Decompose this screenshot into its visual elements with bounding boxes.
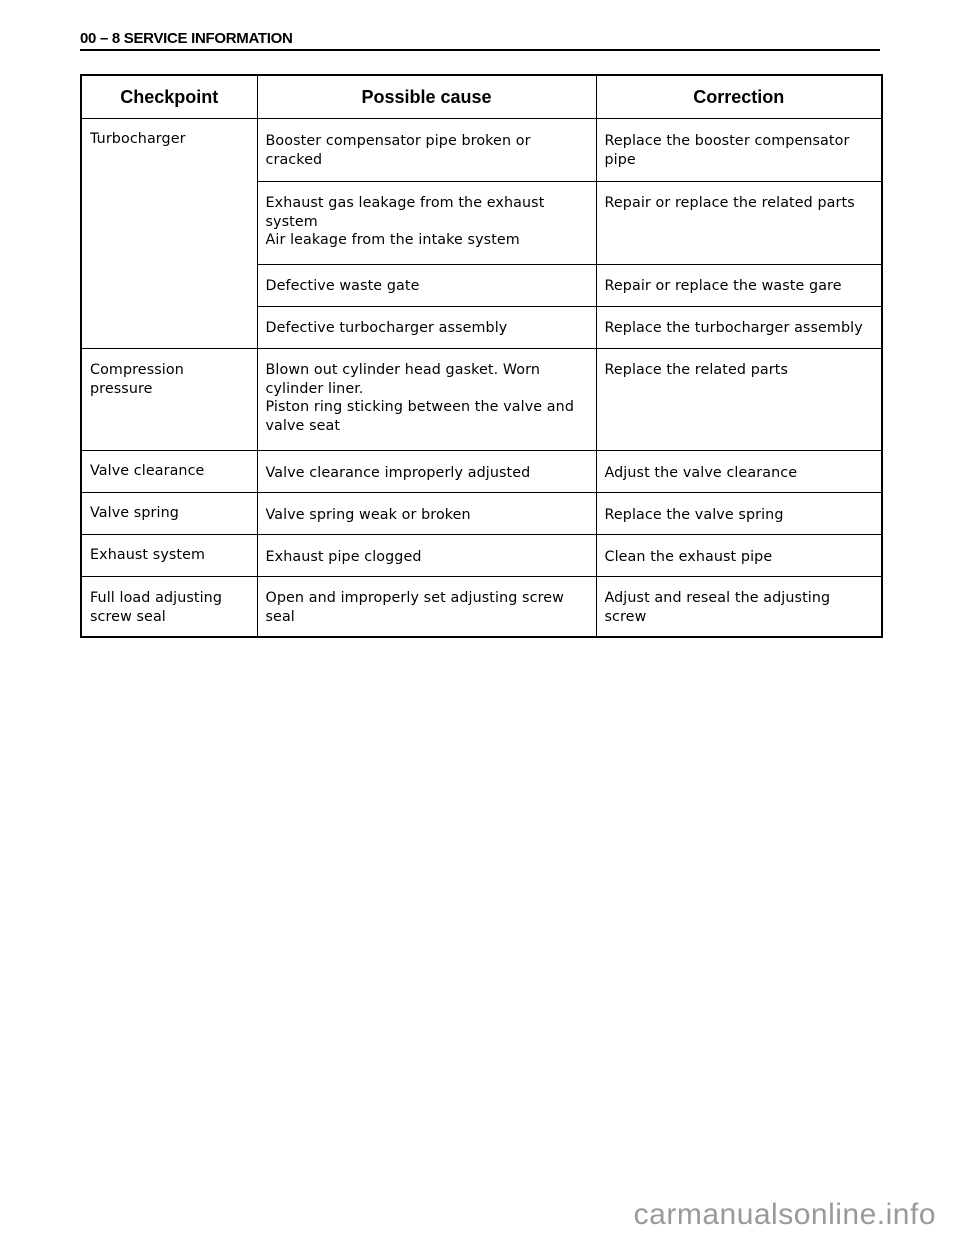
watermark xyxy=(634,1198,936,1232)
cause-cell xyxy=(257,577,596,637)
checkpoint-text: Exhaust system xyxy=(90,547,206,563)
checkpoint-cell xyxy=(81,577,257,637)
correction-text: Replace the related parts xyxy=(604,362,788,378)
correction-text: Repair or replace the waste gare xyxy=(604,278,842,294)
correction-cell xyxy=(596,451,882,493)
cause-text: Open and improperly set adjusting screw seal xyxy=(265,590,564,625)
cause-cell xyxy=(257,182,596,265)
column-header-possible-cause: Possible cause xyxy=(257,75,596,119)
cause-cell xyxy=(257,349,596,451)
correction-text: Adjust the valve clearance xyxy=(604,465,798,481)
cause-text: Defective turbocharger assembly xyxy=(265,320,508,336)
cause-text: Booster compensator pipe broken or cracked xyxy=(265,133,531,168)
checkpoint-cell xyxy=(81,535,257,577)
checkpoint-text: Valve spring xyxy=(90,505,179,521)
correction-text: Adjust and reseal the adjusting screw xyxy=(604,590,831,625)
table-row xyxy=(81,451,882,493)
checkpoint-text: Valve clearance xyxy=(90,463,205,479)
table-row xyxy=(81,119,882,182)
page-header xyxy=(80,28,880,52)
correction-text: Clean the exhaust pipe xyxy=(604,549,773,565)
table-row xyxy=(81,493,882,535)
correction-text: Replace the booster compensator pipe xyxy=(604,133,850,168)
cause-text: Exhaust gas leakage from the exhaust system Air leakage from the intake system xyxy=(265,195,545,248)
cause-cell xyxy=(257,265,596,307)
checkpoint-cell xyxy=(81,493,257,535)
column-header-correction: Correction xyxy=(596,75,882,119)
checkpoint-cell xyxy=(81,119,257,349)
table-header-row xyxy=(81,75,882,119)
service-table xyxy=(80,74,883,638)
page-title: 00 – 8 SERVICE INFORMATION xyxy=(80,30,293,47)
cause-text: Valve clearance improperly adjusted xyxy=(265,465,531,481)
correction-cell xyxy=(596,349,882,451)
table-row xyxy=(81,577,882,637)
table-row xyxy=(81,349,882,451)
correction-text: Repair or replace the related parts xyxy=(604,195,855,211)
watermark-text: carmanualsonline.info xyxy=(633,1198,936,1231)
checkpoint-text: Compression pressure xyxy=(90,362,184,397)
cause-text: Valve spring weak or broken xyxy=(265,507,471,523)
correction-cell xyxy=(596,265,882,307)
checkpoint-cell xyxy=(81,451,257,493)
correction-cell xyxy=(596,535,882,577)
cause-cell xyxy=(257,493,596,535)
header-rule xyxy=(80,49,880,51)
correction-text: Replace the turbocharger assembly xyxy=(604,320,863,336)
cause-text: Defective waste gate xyxy=(265,278,420,294)
correction-cell xyxy=(596,119,882,182)
cause-cell xyxy=(257,535,596,577)
checkpoint-cell xyxy=(81,349,257,451)
cause-cell xyxy=(257,119,596,182)
cause-cell xyxy=(257,307,596,349)
correction-cell xyxy=(596,182,882,265)
column-header-checkpoint: Checkpoint xyxy=(81,75,257,119)
correction-cell xyxy=(596,493,882,535)
table-row xyxy=(81,535,882,577)
checkpoint-text: Turbocharger xyxy=(90,131,186,147)
cause-cell xyxy=(257,451,596,493)
cause-text: Exhaust pipe clogged xyxy=(265,549,422,565)
checkpoint-text: Full load adjusting screw seal xyxy=(90,590,223,625)
correction-cell xyxy=(596,577,882,637)
cause-text: Blown out cylinder head gasket. Worn cylinder liner. Piston ring sticking between the valve and valve seat xyxy=(265,362,575,434)
correction-cell xyxy=(596,307,882,349)
correction-text: Replace the valve spring xyxy=(604,507,784,523)
